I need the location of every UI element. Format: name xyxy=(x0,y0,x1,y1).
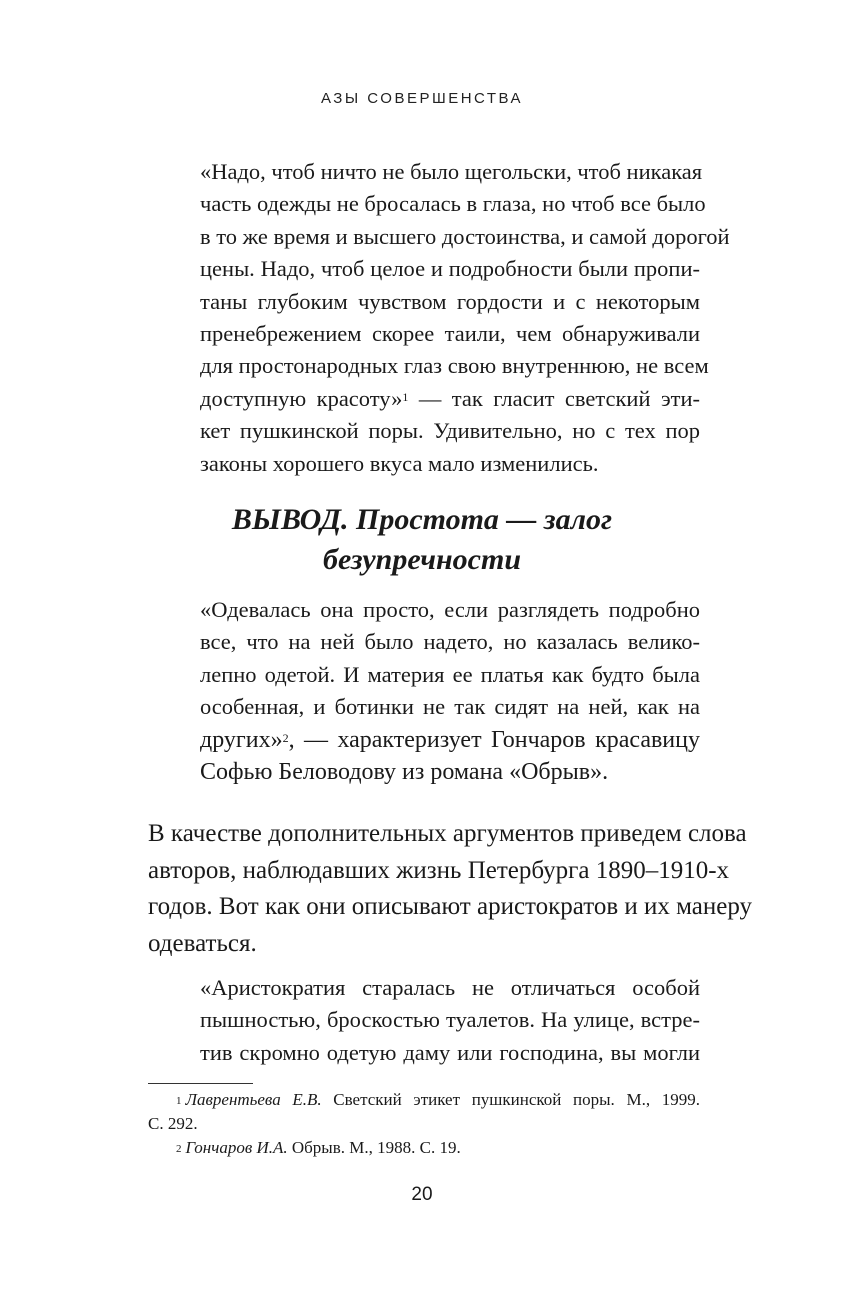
text-line: пышностью, броскостью туалетов. На улице, встре- xyxy=(200,1007,700,1033)
text-line: В качестве дополнительных аргументов приведем слова xyxy=(148,820,747,847)
text-line: кет пушкинской поры. Удивительно, но с тех пор xyxy=(200,418,700,444)
text-line: законы хорошего вкуса мало изменились. xyxy=(200,450,599,476)
heading-line: ВЫВОД. Простота — залог xyxy=(231,503,613,536)
footnote-author: Гончаров И.А. xyxy=(185,1138,288,1157)
heading-line: безупречности xyxy=(322,543,522,576)
quote-pushkin-etiquette xyxy=(200,156,730,480)
footnote-text: Светский этикет пушкинской поры. М., 1999. xyxy=(321,1090,700,1109)
text-line: в то же время и высшего достоинства, и самой дорогой xyxy=(200,223,730,249)
quote-aristocracy xyxy=(200,972,700,1069)
footnote-text: Обрыв. М., 1988. С. 19. xyxy=(287,1138,461,1157)
body-paragraph xyxy=(148,816,753,962)
footnotes xyxy=(148,1088,700,1160)
text-line: часть одежды не бросалась в глаза, но чтоб все было xyxy=(200,191,706,217)
text-segment: , — характеризует Гончаров красавицу xyxy=(288,726,700,753)
footnote-number: 1 xyxy=(176,1095,182,1107)
text-segment: других» xyxy=(200,726,283,753)
text-line: лепно одетой. И материя ее платья как будто была xyxy=(200,661,700,687)
footnote-ref-2[interactable]: 2 xyxy=(282,730,289,745)
running-head: АЗЫ СОВЕРШЕНСТВА xyxy=(320,90,524,107)
text-line: тив скромно одетую даму или господина, вы могли xyxy=(200,1039,700,1065)
text-line: цены. Надо, чтоб целое и подробности были пропи- xyxy=(200,256,700,282)
section-heading xyxy=(0,500,844,580)
text-line: для простонародных глаз свою внутреннюю, не всем xyxy=(200,353,709,379)
text-line: годов. Вот как они описывают аристократов и их манеру xyxy=(148,893,753,920)
text-segment: доступную красоту» xyxy=(200,385,403,411)
text-line: таны глубоким чувством гордости и с некоторым xyxy=(200,288,700,314)
footnote-number: 2 xyxy=(176,1143,182,1155)
text-line: авторов, наблюдавших жизнь Петербурга 1890–1910-х xyxy=(148,856,730,884)
footnote-ref-1[interactable]: 1 xyxy=(402,389,409,404)
text-line: все, что на ней было надето, но казалась велико- xyxy=(200,629,700,655)
text-line: пренебрежением скорее таили, чем обнаруживали xyxy=(200,321,700,347)
text-line xyxy=(200,724,700,756)
footnote-2 xyxy=(148,1136,700,1160)
footnote-1 xyxy=(148,1088,700,1136)
footnote-divider xyxy=(148,1083,253,1084)
quote-goncharov xyxy=(200,594,700,788)
text-line xyxy=(200,383,700,415)
footnote-author: Лаврентьева Е.В. xyxy=(185,1090,322,1109)
text-line: «Надо, чтоб ничто не было щегольски, чтоб никакая xyxy=(200,159,703,184)
text-line: Софью Беловодову из романа «Обрыв». xyxy=(200,759,609,786)
footnote-line: С. 292. xyxy=(148,1114,198,1133)
text-line: особенная, и ботинки не так сидят на ней, как на xyxy=(200,694,700,720)
text-segment: — так гласит светский эти- xyxy=(408,385,700,411)
text-line: «Аристократия старалась не отличаться особой xyxy=(200,975,700,1000)
footnote-line xyxy=(148,1088,700,1112)
text-line: «Одевалась она просто, если разглядеть подробно xyxy=(200,597,700,622)
text-line: одеваться. xyxy=(148,929,257,957)
page-number: 20 xyxy=(411,1184,433,1205)
